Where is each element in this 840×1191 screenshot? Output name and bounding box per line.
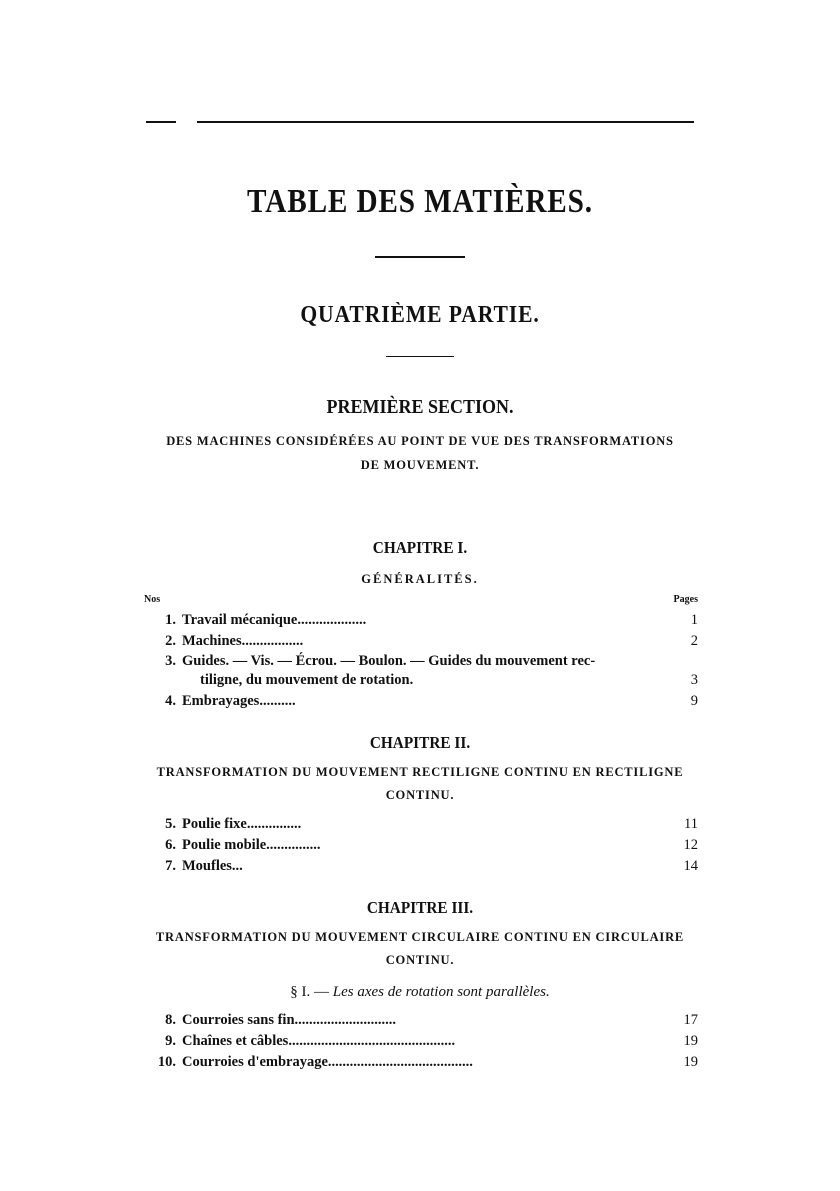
subsection-label: § I. — bbox=[290, 984, 330, 1000]
top-rule-long bbox=[197, 121, 694, 123]
entry-text: Embrayages.......... bbox=[182, 693, 296, 709]
entry-num: 10. bbox=[157, 1054, 176, 1070]
entry-text: Courroies sans fin............................ bbox=[182, 1012, 397, 1028]
chapter-3-title: CHAPITRE III. bbox=[366, 898, 474, 917]
chapter-1-subtitle: GÉNÉRALITÉS. bbox=[361, 572, 479, 586]
entry-num: 7. bbox=[165, 858, 176, 874]
entry-text: Machines................. bbox=[182, 633, 304, 649]
entry-text: Travail mécanique................... bbox=[182, 612, 367, 628]
entry-page: 19 bbox=[683, 1054, 698, 1070]
entry-num: 1. bbox=[165, 612, 176, 628]
chapter-2-subtitle-line1: TRANSFORMATION DU MOUVEMENT RECTILIGNE CONTINU EN RECTILIGNE bbox=[156, 765, 684, 779]
entry-num: 8. bbox=[165, 1012, 176, 1028]
title-rule bbox=[375, 256, 465, 258]
toc-entry-4 bbox=[146, 693, 698, 713]
entry-page: 14 bbox=[683, 858, 698, 874]
entry-page: 12 bbox=[683, 837, 698, 853]
entry-page: 3 bbox=[690, 672, 698, 688]
entry-page: 2 bbox=[690, 633, 698, 649]
page-title: TABLE DES MATIÈRES. bbox=[247, 183, 593, 220]
toc-entry-8 bbox=[146, 1012, 698, 1032]
chapter-2-subtitle-line2: CONTINU. bbox=[385, 788, 455, 802]
toc-entry-3-cont bbox=[146, 672, 698, 692]
subsection-text: Les axes de rotation sont parallèles. bbox=[332, 984, 550, 1000]
part-heading: QUATRIÈME PARTIE. bbox=[300, 302, 540, 328]
part-rule bbox=[386, 356, 454, 357]
section-heading: PREMIÈRE SECTION. bbox=[326, 396, 514, 418]
entry-text: Chaînes et câbles.............................................. bbox=[182, 1033, 456, 1049]
entry-page: 19 bbox=[683, 1033, 698, 1049]
toc-entry-10 bbox=[146, 1054, 698, 1074]
subsection-heading bbox=[0, 984, 840, 1001]
entry-page: 9 bbox=[690, 693, 698, 709]
chapter-1-title: CHAPITRE I. bbox=[372, 538, 468, 557]
entry-page: 17 bbox=[683, 1012, 698, 1028]
toc-entry-9 bbox=[146, 1033, 698, 1053]
toc-entry-3 bbox=[146, 653, 698, 673]
col-num-header: Nos bbox=[144, 594, 161, 605]
entry-num: 4. bbox=[165, 693, 176, 709]
entry-text: Moufles... bbox=[182, 858, 243, 874]
top-rule-short bbox=[146, 121, 176, 123]
toc-entry-2 bbox=[146, 633, 698, 653]
chapter-3-subtitle-line2: CONTINU. bbox=[385, 953, 455, 967]
entry-text: Poulie mobile............... bbox=[182, 837, 321, 853]
chapter-3-subtitle-line1: TRANSFORMATION DU MOUVEMENT CIRCULAIRE CONTINU EN CIRCULAIRE bbox=[155, 930, 685, 944]
entry-num: 9. bbox=[165, 1033, 176, 1049]
toc-entry-6 bbox=[146, 837, 698, 857]
entry-num: 3. bbox=[165, 653, 176, 669]
entry-num: 5. bbox=[165, 816, 176, 832]
col-pages-header: Pages bbox=[673, 594, 698, 605]
column-headers bbox=[144, 594, 698, 605]
entry-text: Poulie fixe............... bbox=[182, 816, 302, 832]
section-subtitle-line2: DE MOUVEMENT. bbox=[360, 458, 480, 472]
entry-text: Courroies d'embrayage........................................ bbox=[182, 1054, 473, 1070]
entry-page: 11 bbox=[684, 816, 698, 832]
chapter-2-title: CHAPITRE II. bbox=[369, 733, 471, 752]
toc-entry-1 bbox=[146, 612, 698, 632]
entry-num: 2. bbox=[165, 633, 176, 649]
toc-entry-7 bbox=[146, 858, 698, 878]
section-subtitle-line1: DES MACHINES CONSIDÉRÉES AU POINT DE VUE DES TRANSFORMATIONS bbox=[166, 434, 674, 448]
entry-page: 1 bbox=[690, 612, 698, 628]
toc-entry-5 bbox=[146, 816, 698, 836]
entry-text: Guides. — Vis. — Écrou. — Boulon. — Guides du mouvement rec- bbox=[182, 653, 596, 669]
entry-num: 6. bbox=[165, 837, 176, 853]
entry-text-continued: tiligne, du mouvement de rotation. bbox=[200, 672, 414, 688]
